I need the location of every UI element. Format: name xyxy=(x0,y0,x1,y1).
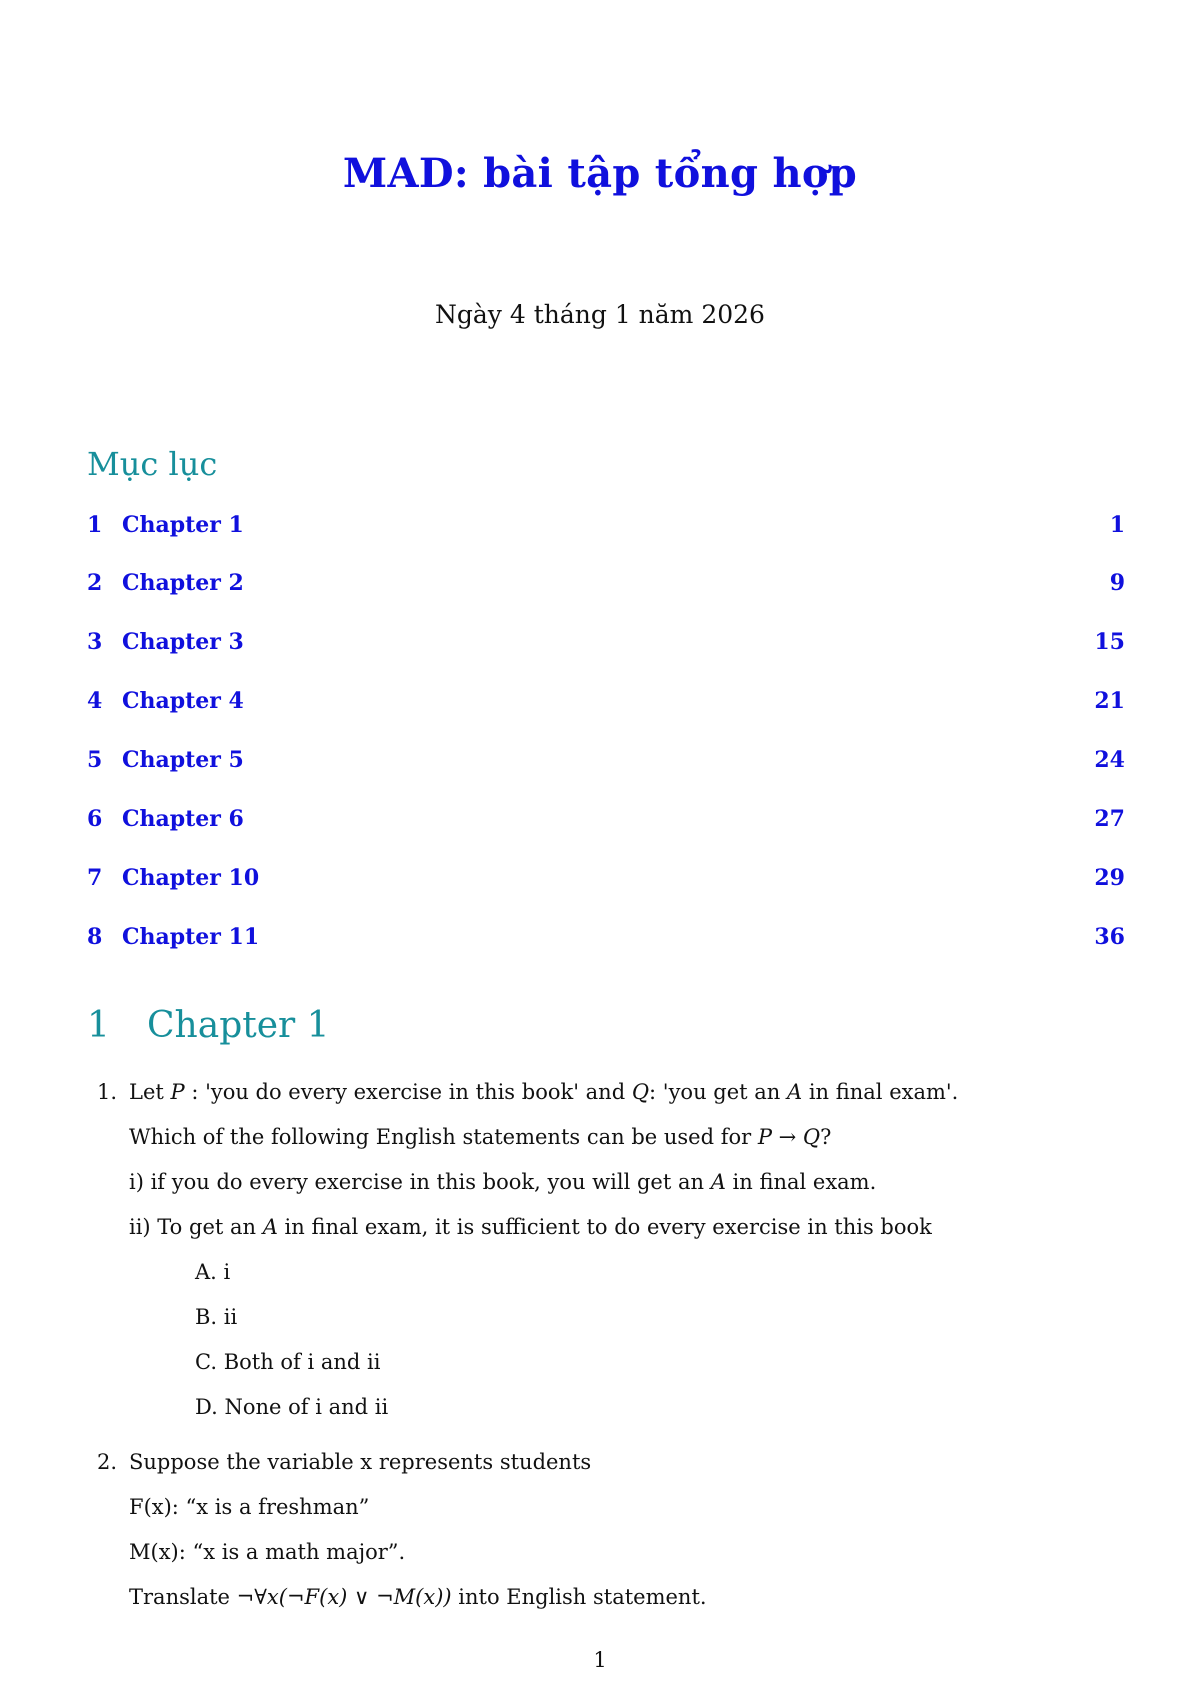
toc-entry-number: 4 xyxy=(87,688,103,714)
option-text: i xyxy=(223,1260,231,1284)
toc-entry-label: Chapter 3 xyxy=(122,629,244,655)
question-1-line-1 xyxy=(129,1080,958,1104)
toc-heading: Mục lục xyxy=(87,445,218,483)
question-2-line-4 xyxy=(129,1585,707,1609)
toc-entry-label: Chapter 4 xyxy=(122,688,244,714)
toc-entry-label: Chapter 1 xyxy=(122,512,244,538)
option-letter: D. xyxy=(195,1395,218,1419)
toc-entry-number: 2 xyxy=(87,570,103,596)
answer-option-b xyxy=(195,1305,237,1329)
toc-entry-page: 24 xyxy=(1094,747,1125,773)
toc-entry-number: 5 xyxy=(87,747,103,773)
math-expression: ¬∀x(¬F(x) ∨ ¬M(x)) xyxy=(236,1585,452,1609)
toc-entry-label: Chapter 10 xyxy=(122,865,260,891)
section-title: Chapter 1 xyxy=(147,1005,330,1046)
text-run: Let xyxy=(129,1080,171,1104)
math-variable-q: Q xyxy=(631,1080,650,1104)
text-run: Translate xyxy=(129,1585,237,1609)
option-text: None of i and ii xyxy=(224,1395,389,1419)
toc-entry-page: 36 xyxy=(1094,924,1125,950)
math-variable-p: P xyxy=(170,1080,185,1104)
text-run: i) if you do every exercise in this book, you will get an xyxy=(129,1170,711,1194)
answer-option-d xyxy=(195,1395,388,1419)
answer-option-c xyxy=(195,1350,380,1374)
text-run: : 'you get an xyxy=(649,1080,787,1104)
section-number: 1 xyxy=(87,1005,110,1046)
toc-entry-chapter-10[interactable] xyxy=(87,865,1125,899)
question-1-line-2 xyxy=(129,1125,831,1149)
toc-entry-chapter-6[interactable] xyxy=(87,806,1125,840)
option-text: Both of i and ii xyxy=(223,1350,381,1374)
section-heading xyxy=(87,1005,330,1046)
text-run: Which of the following English statements can be used for xyxy=(129,1125,758,1149)
math-expression: P → Q xyxy=(757,1125,821,1149)
toc-entry-number: 8 xyxy=(87,924,103,950)
toc-entry-page: 15 xyxy=(1094,629,1125,655)
option-letter: B. xyxy=(195,1305,218,1329)
question-number: 1. xyxy=(97,1080,118,1104)
page-number: 1 xyxy=(593,1648,607,1672)
math-variable-a: A xyxy=(262,1215,278,1239)
toc-entry-page: 9 xyxy=(1109,570,1125,596)
toc-entry-chapter-2[interactable] xyxy=(87,570,1125,604)
toc-entry-page: 21 xyxy=(1094,688,1125,714)
toc-entry-page: 1 xyxy=(1109,512,1125,538)
text-run: in final exam'. xyxy=(802,1080,959,1104)
toc-entry-number: 7 xyxy=(87,865,103,891)
text-run: ii) To get an xyxy=(129,1215,263,1239)
text-run: ? xyxy=(820,1125,832,1149)
text-run: into English statement. xyxy=(451,1585,707,1609)
toc-entry-label: Chapter 5 xyxy=(122,747,244,773)
answer-option-a xyxy=(195,1260,230,1284)
math-variable-a: A xyxy=(710,1170,726,1194)
toc-entry-chapter-11[interactable] xyxy=(87,924,1125,958)
option-letter: C. xyxy=(195,1350,217,1374)
question-1-line-3 xyxy=(129,1170,876,1194)
document-title: MAD: bài tập tổng hợp xyxy=(342,150,858,197)
math-variable-a: A xyxy=(786,1080,803,1104)
question-2-line-2: F(x): “x is a freshman” xyxy=(129,1495,370,1519)
toc-entry-chapter-1[interactable] xyxy=(87,512,1125,546)
question-number: 2. xyxy=(97,1450,118,1474)
text-run: in final exam, it is sufficient to do every exercise in this book xyxy=(277,1215,932,1239)
toc-entry-chapter-4[interactable] xyxy=(87,688,1125,722)
toc-entry-number: 1 xyxy=(87,512,103,538)
toc-entry-label: Chapter 11 xyxy=(122,924,260,950)
question-1-line-4 xyxy=(129,1215,932,1239)
text-run: : 'you do every exercise in this book' and xyxy=(184,1080,632,1104)
toc-entry-page: 29 xyxy=(1094,865,1125,891)
option-text: ii xyxy=(223,1305,238,1329)
toc-entry-chapter-5[interactable] xyxy=(87,747,1125,781)
option-letter: A. xyxy=(195,1260,217,1284)
toc-entry-page: 27 xyxy=(1094,806,1125,832)
toc-entry-number: 6 xyxy=(87,806,103,832)
toc-entry-label: Chapter 6 xyxy=(122,806,244,832)
toc-entry-chapter-3[interactable] xyxy=(87,629,1125,663)
text-run: in final exam. xyxy=(725,1170,877,1194)
toc-entry-number: 3 xyxy=(87,629,103,655)
question-2-line-3: M(x): “x is a math major”. xyxy=(129,1540,406,1564)
toc-entry-label: Chapter 2 xyxy=(122,570,244,596)
document-date: Ngày 4 tháng 1 năm 2026 xyxy=(435,300,765,329)
question-2-line-1: Suppose the variable x represents students xyxy=(129,1450,592,1474)
